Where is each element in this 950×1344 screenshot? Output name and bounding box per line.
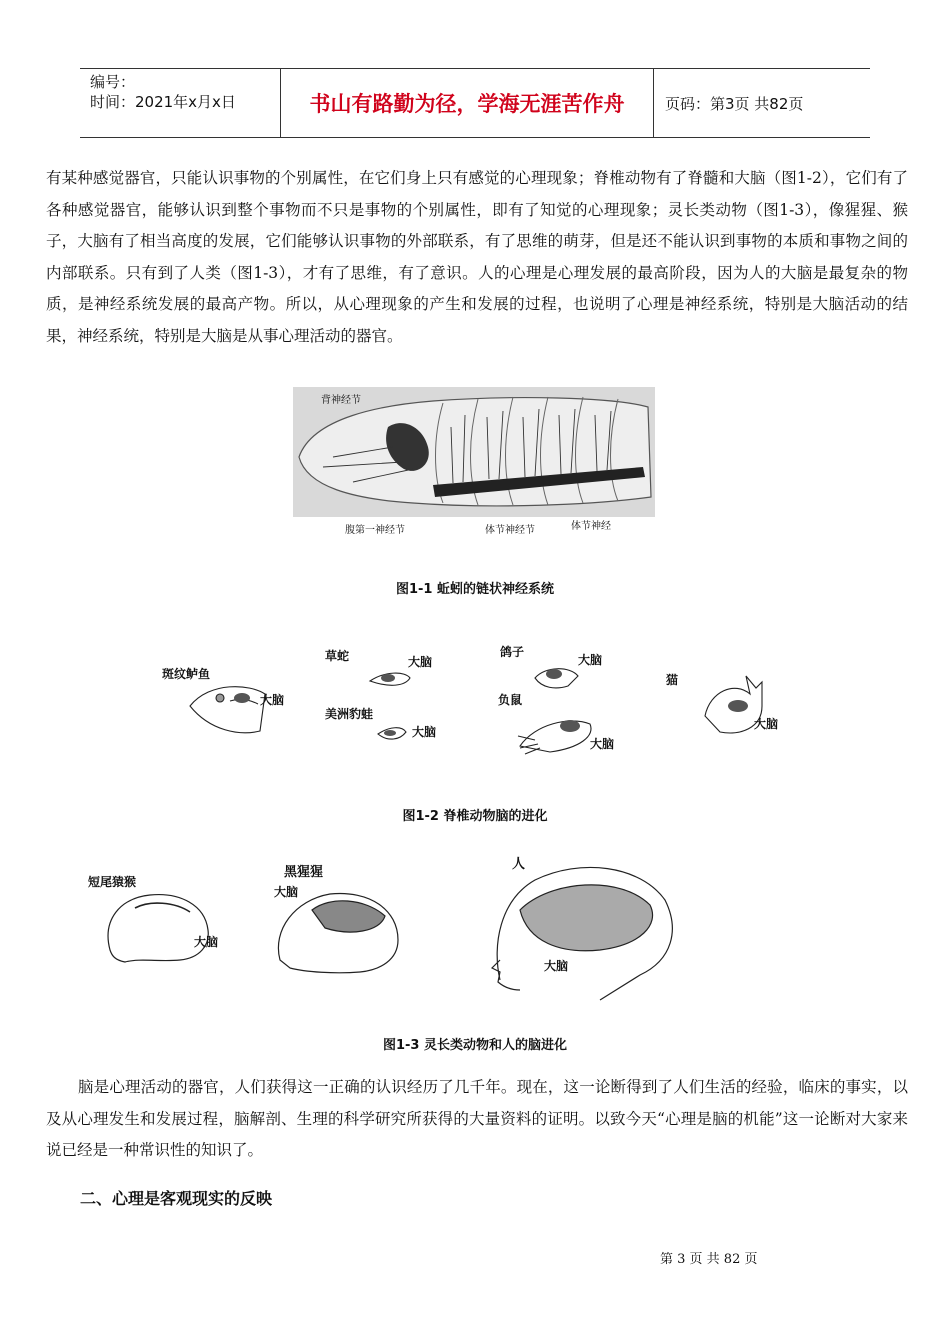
label-cat: 猫 [666, 673, 679, 687]
doc-number-label: 编号： [90, 73, 136, 91]
header-page-label: 页码：第3页 共82页 [665, 94, 804, 113]
body-paragraph-2: 脑是心理活动的器官，人们获得这一正确的认识经历了几千年。现在，这一论断得到了人们生活的经验，临床的事实，以及从心理发生和发展过程，脑解剖、生理的科学研究所获得的大量资料的证明。以致今天“心理是脑的机能”这一论断对大家来说已经是一种常识性的知识了。 [46, 1078, 908, 1159]
label-snake: 草蛇 [325, 649, 350, 663]
label-frog: 美洲豹蛙 [325, 707, 374, 721]
label-fish-brain: 大脑 [260, 693, 285, 707]
section-heading: 二、心理是客观现实的反映 [80, 1189, 273, 1208]
label-segment-ganglion: 体节神经节 [485, 525, 535, 536]
figure-3-caption: 图1-3 灵长类动物和人的脑进化 [382, 1038, 567, 1053]
figure-2-caption: 图1-2 脊椎动物脑的进化 [402, 809, 548, 824]
label-fish: 斑纹鲈鱼 [162, 667, 211, 681]
figure-vertebrate-brains [150, 636, 800, 766]
label-segment-nerve: 体节神经 [571, 521, 611, 532]
label-pigeon-brain: 大脑 [578, 653, 603, 667]
label-cat-brain: 大脑 [754, 717, 779, 731]
label-snake-brain: 大脑 [408, 655, 433, 669]
label-human: 人 [512, 857, 526, 872]
label-opossum-brain: 大脑 [590, 737, 615, 751]
header-meta [80, 69, 280, 137]
opossum-icon [520, 721, 591, 752]
macaque-icon [108, 895, 208, 962]
doc-date-label: 时间：2021年x月x日 [90, 93, 236, 111]
label-frog-brain: 大脑 [412, 725, 437, 739]
label-chimp: 黑猩猩 [284, 865, 324, 880]
label-human-brain: 大脑 [544, 959, 569, 973]
figure-primate-brains [80, 850, 680, 1002]
header-motto: 书山有路勤为径，学海无涯苦作舟 [280, 69, 654, 137]
fish-icon [190, 687, 265, 733]
body-paragraph-1: 有某种感觉器官，只能认识事物的个别属性，在它们身上只有感觉的心理现象；脊椎动物有了脊髓和大脑（图1-2），它们有了各种感觉器官，能够认识到整个事物而不只是事物的个别属性，即有了知觉的心理现象；灵长类动物（图1-3），像猩猩、猴子，大脑有了相当高度的发展，它们能够认识事物的外部联系，有了思维的萌芽，但是还不能认识到事物的本质和事物之间的内部联系。只有到了人类（图1-3），才有了思维，有了意识。人的心理是心理发展的最高阶段，因为人的大脑是最复杂的物质，是神经系统发展的最高产物。所以，从心理现象的产生和发展的过程，也说明了心理是神经系统，特别是大脑活动的结果，神经系统，特别是大脑是从事心理活动的器官。 [46, 169, 908, 345]
label-macaque: 短尾猿猴 [88, 875, 137, 889]
label-first-abdominal-ganglion: 腹第一神经节 [345, 525, 405, 536]
label-chimp-brain: 大脑 [274, 885, 299, 899]
page-footer: 第 3 页 共 82 页 [660, 1252, 758, 1267]
label-opossum: 负鼠 [498, 693, 523, 707]
label-dorsal-ganglion: 背神经节 [321, 395, 361, 406]
figure-1-caption: 图1-1 蚯蚓的链状神经系统 [395, 582, 554, 597]
label-macaque-brain: 大脑 [194, 935, 219, 949]
figure-earthworm [293, 387, 655, 537]
page-header [80, 68, 870, 138]
label-pigeon: 鸽子 [500, 645, 525, 659]
